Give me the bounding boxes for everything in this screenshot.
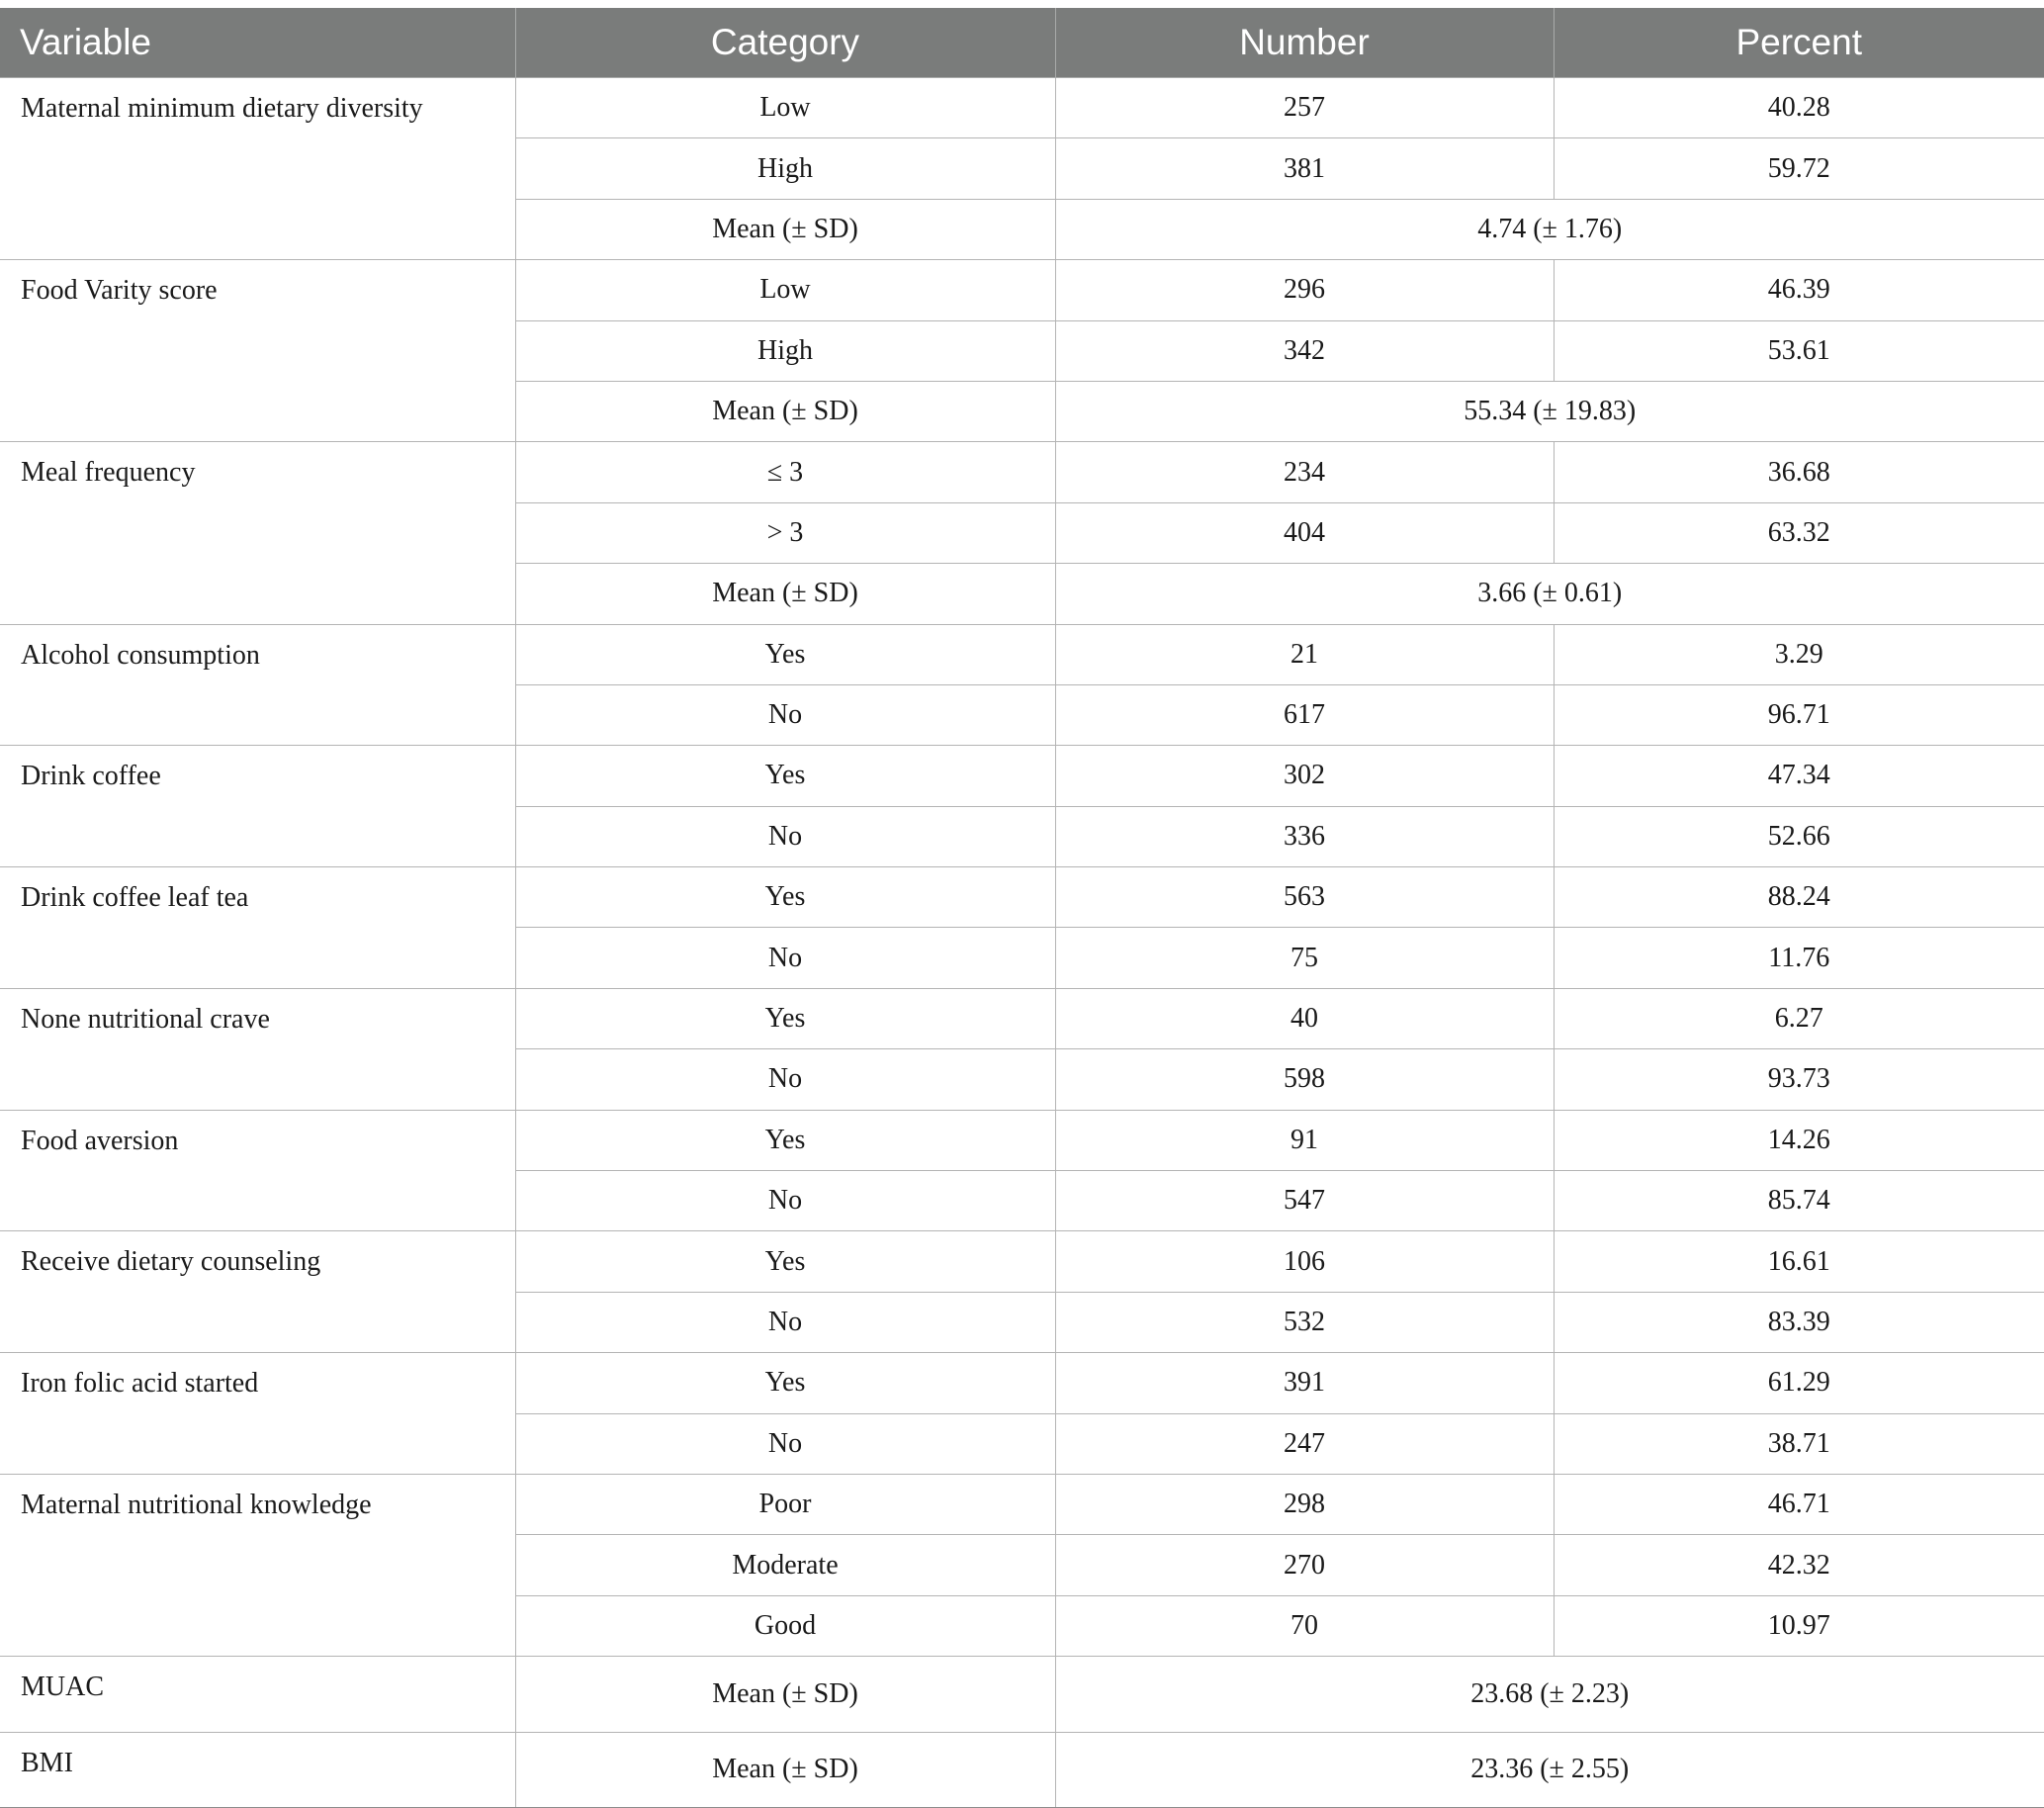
category-cell: No xyxy=(515,1171,1055,1231)
variable-cell: Maternal nutritional knowledge xyxy=(0,1474,515,1656)
table-row xyxy=(0,442,2044,502)
number-cell: 547 xyxy=(1055,1171,1554,1231)
table-body xyxy=(0,78,2044,1808)
category-cell: Low xyxy=(515,260,1055,320)
category-cell: Poor xyxy=(515,1474,1055,1534)
mean-sd-cell: 23.36 (± 2.55) xyxy=(1055,1732,2044,1807)
percent-cell: 10.97 xyxy=(1554,1595,2044,1656)
percent-cell: 36.68 xyxy=(1554,442,2044,502)
number-cell: 342 xyxy=(1055,320,1554,381)
number-cell: 91 xyxy=(1055,1110,1554,1170)
number-cell: 598 xyxy=(1055,1049,1554,1110)
percent-cell: 96.71 xyxy=(1554,684,2044,745)
category-cell: Moderate xyxy=(515,1535,1055,1595)
number-cell: 617 xyxy=(1055,684,1554,745)
category-cell: No xyxy=(515,684,1055,745)
number-cell: 381 xyxy=(1055,138,1554,199)
percent-cell: 14.26 xyxy=(1554,1110,2044,1170)
table-row xyxy=(0,624,2044,684)
percent-cell: 38.71 xyxy=(1554,1413,2044,1474)
variable-cell: Food aversion xyxy=(0,1110,515,1231)
number-cell: 532 xyxy=(1055,1292,1554,1352)
table-row xyxy=(0,78,2044,138)
number-cell: 296 xyxy=(1055,260,1554,320)
table-row xyxy=(0,1474,2044,1534)
category-cell: No xyxy=(515,928,1055,988)
category-cell: High xyxy=(515,138,1055,199)
category-cell: No xyxy=(515,1413,1055,1474)
number-cell: 336 xyxy=(1055,806,1554,866)
variable-cell: Food Varity score xyxy=(0,260,515,442)
percent-cell: 46.39 xyxy=(1554,260,2044,320)
percent-cell: 88.24 xyxy=(1554,867,2044,928)
table-header xyxy=(0,8,2044,78)
table-row xyxy=(0,1732,2044,1807)
number-cell: 70 xyxy=(1055,1595,1554,1656)
category-cell: Yes xyxy=(515,1353,1055,1413)
percent-cell: 63.32 xyxy=(1554,502,2044,563)
category-cell: Yes xyxy=(515,746,1055,806)
category-cell: High xyxy=(515,320,1055,381)
category-cell: > 3 xyxy=(515,502,1055,563)
mean-sd-cell: 55.34 (± 19.83) xyxy=(1055,381,2044,441)
percent-cell: 16.61 xyxy=(1554,1231,2044,1292)
number-cell: 75 xyxy=(1055,928,1554,988)
number-cell: 21 xyxy=(1055,624,1554,684)
percent-cell: 52.66 xyxy=(1554,806,2044,866)
number-cell: 404 xyxy=(1055,502,1554,563)
header-row xyxy=(0,8,2044,78)
mean-sd-cell: 4.74 (± 1.76) xyxy=(1055,199,2044,259)
percent-cell: 47.34 xyxy=(1554,746,2044,806)
number-cell: 247 xyxy=(1055,1413,1554,1474)
number-cell: 234 xyxy=(1055,442,1554,502)
percent-cell: 59.72 xyxy=(1554,138,2044,199)
category-cell: Yes xyxy=(515,1110,1055,1170)
header-category: Category xyxy=(515,8,1055,78)
percent-cell: 83.39 xyxy=(1554,1292,2044,1352)
number-cell: 302 xyxy=(1055,746,1554,806)
variable-cell: BMI xyxy=(0,1732,515,1807)
percent-cell: 11.76 xyxy=(1554,928,2044,988)
number-cell: 270 xyxy=(1055,1535,1554,1595)
mean-sd-cell: 23.68 (± 2.23) xyxy=(1055,1657,2044,1732)
category-cell: Good xyxy=(515,1595,1055,1656)
category-cell: No xyxy=(515,806,1055,866)
category-cell: Mean (± SD) xyxy=(515,1732,1055,1807)
variable-cell: MUAC xyxy=(0,1657,515,1732)
header-percent: Percent xyxy=(1554,8,2044,78)
data-table-container xyxy=(0,8,2044,1808)
table-row xyxy=(0,1231,2044,1292)
category-cell: Mean (± SD) xyxy=(515,199,1055,259)
table-row xyxy=(0,988,2044,1048)
percent-cell: 61.29 xyxy=(1554,1353,2044,1413)
variable-cell: Drink coffee xyxy=(0,746,515,867)
variable-cell: Meal frequency xyxy=(0,442,515,624)
percent-cell: 53.61 xyxy=(1554,320,2044,381)
percent-cell: 6.27 xyxy=(1554,988,2044,1048)
number-cell: 563 xyxy=(1055,867,1554,928)
category-cell: Mean (± SD) xyxy=(515,381,1055,441)
header-variable: Variable xyxy=(0,8,515,78)
mean-sd-cell: 3.66 (± 0.61) xyxy=(1055,564,2044,624)
number-cell: 257 xyxy=(1055,78,1554,138)
category-cell: No xyxy=(515,1049,1055,1110)
variable-cell: Maternal minimum dietary diversity xyxy=(0,78,515,260)
number-cell: 298 xyxy=(1055,1474,1554,1534)
category-cell: No xyxy=(515,1292,1055,1352)
number-cell: 40 xyxy=(1055,988,1554,1048)
number-cell: 391 xyxy=(1055,1353,1554,1413)
variable-cell: Drink coffee leaf tea xyxy=(0,867,515,989)
table-row xyxy=(0,1110,2044,1170)
table-row xyxy=(0,867,2044,928)
percent-cell: 3.29 xyxy=(1554,624,2044,684)
percent-cell: 46.71 xyxy=(1554,1474,2044,1534)
percent-cell: 85.74 xyxy=(1554,1171,2044,1231)
table-row xyxy=(0,260,2044,320)
table-row xyxy=(0,746,2044,806)
category-cell: Mean (± SD) xyxy=(515,564,1055,624)
header-number: Number xyxy=(1055,8,1554,78)
table-row xyxy=(0,1353,2044,1413)
number-cell: 106 xyxy=(1055,1231,1554,1292)
variable-cell: Receive dietary counseling xyxy=(0,1231,515,1353)
category-cell: ≤ 3 xyxy=(515,442,1055,502)
variable-cell: Alcohol consumption xyxy=(0,624,515,746)
variable-cell: Iron folic acid started xyxy=(0,1353,515,1475)
data-table xyxy=(0,8,2044,1808)
percent-cell: 93.73 xyxy=(1554,1049,2044,1110)
category-cell: Yes xyxy=(515,867,1055,928)
table-row xyxy=(0,1657,2044,1732)
variable-cell: None nutritional crave xyxy=(0,988,515,1110)
category-cell: Low xyxy=(515,78,1055,138)
percent-cell: 40.28 xyxy=(1554,78,2044,138)
category-cell: Yes xyxy=(515,624,1055,684)
percent-cell: 42.32 xyxy=(1554,1535,2044,1595)
category-cell: Mean (± SD) xyxy=(515,1657,1055,1732)
category-cell: Yes xyxy=(515,988,1055,1048)
category-cell: Yes xyxy=(515,1231,1055,1292)
